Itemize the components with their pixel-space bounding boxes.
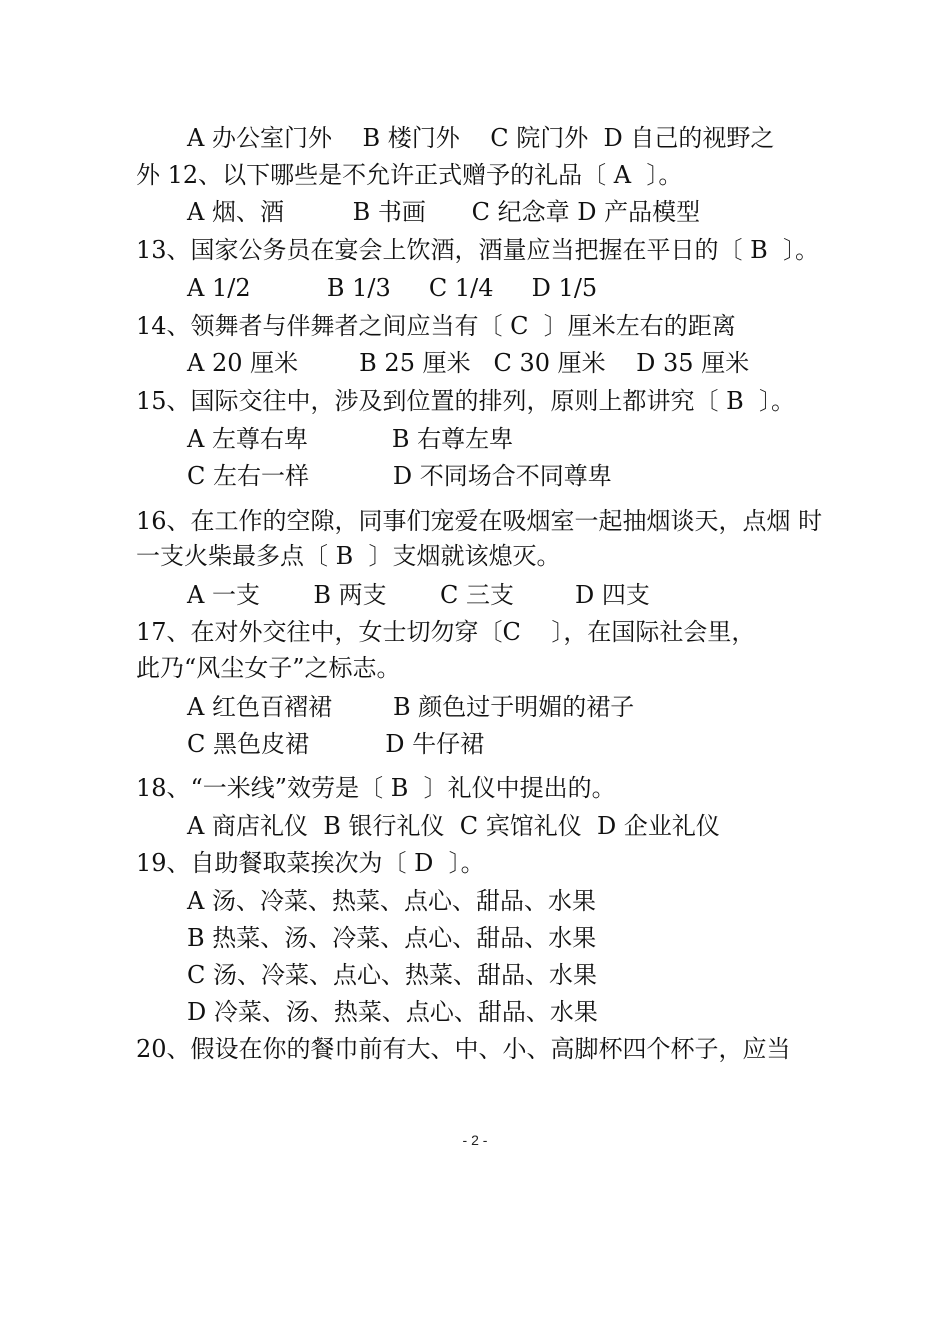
page-number: - 2 - [462,1132,488,1148]
question-16: 16、在工作的空隙，同事们宠爱在吸烟室一起抽烟谈天，点烟 时 [136,507,823,535]
question-13: 13、国家公务员在宴会上饮酒，酒量应当把握在平日的〔 B 〕。 [136,236,820,264]
question-17: 17、在对外交往中，女士切勿穿〔C 〕，在国际社会里， [136,618,756,646]
option-line: A 1/2 B 1/3 C 1/4 D 1/5 [187,274,598,302]
option-line: A 烟、酒 B 书画 C 纪念章 D 产品模型 [187,198,701,226]
option-line: C 黑色皮裙 D 牛仔裙 [187,730,485,758]
question-19: 19、自助餐取菜挨次为〔 D 〕。 [136,849,485,877]
option-line: B 热菜、汤、冷菜、点心、甜品、水果 [187,924,597,952]
option-line: A 办公室门外 B 楼门外 C 院门外 D 自己的视野之 [187,124,775,152]
question-18: 18、“一米线”效劳是〔 B 〕礼仪中提出的。 [136,774,616,802]
option-line: A 20 厘米 B 25 厘米 C 30 厘米 D 35 厘米 [187,349,750,377]
question-14: 14、领舞者与伴舞者之间应当有〔 C 〕厘米左右的距离 [136,312,736,340]
question-20: 20、假设在你的餐巾前有大、中、小、高脚杯四个杯子，应当 [136,1035,791,1063]
option-line: A 汤、冷菜、热菜、点心、甜品、水果 [187,887,596,915]
option-line: A 一支 B 两支 C 三支 D 四支 [187,581,650,609]
option-line: A 商店礼仪 B 银行礼仪 C 宾馆礼仪 D 企业礼仪 [187,812,720,840]
option-line: A 左尊右卑 B 右尊左卑 [187,425,514,453]
question-15: 15、国际交往中，涉及到位置的排列，原则上都讲究〔 B 〕。 [136,387,796,415]
question-12: 外 12、以下哪些是不允许正式赠予的礼品〔 A 〕。 [136,161,683,189]
option-line: D 冷菜、汤、热菜、点心、甜品、水果 [187,998,598,1026]
option-line: C 左右一样 D 不同场合不同尊卑 [187,462,612,490]
question-16-cont: 一支火柴最多点〔 B 〕支烟就该熄灭。 [136,542,561,570]
question-17-cont: 此乃“风尘女子”之标志。 [136,654,401,682]
option-line: A 红色百褶裙 B 颜色过于明媚的裙子 [187,693,635,721]
option-line: C 汤、冷菜、点心、热菜、甜品、水果 [187,961,597,989]
